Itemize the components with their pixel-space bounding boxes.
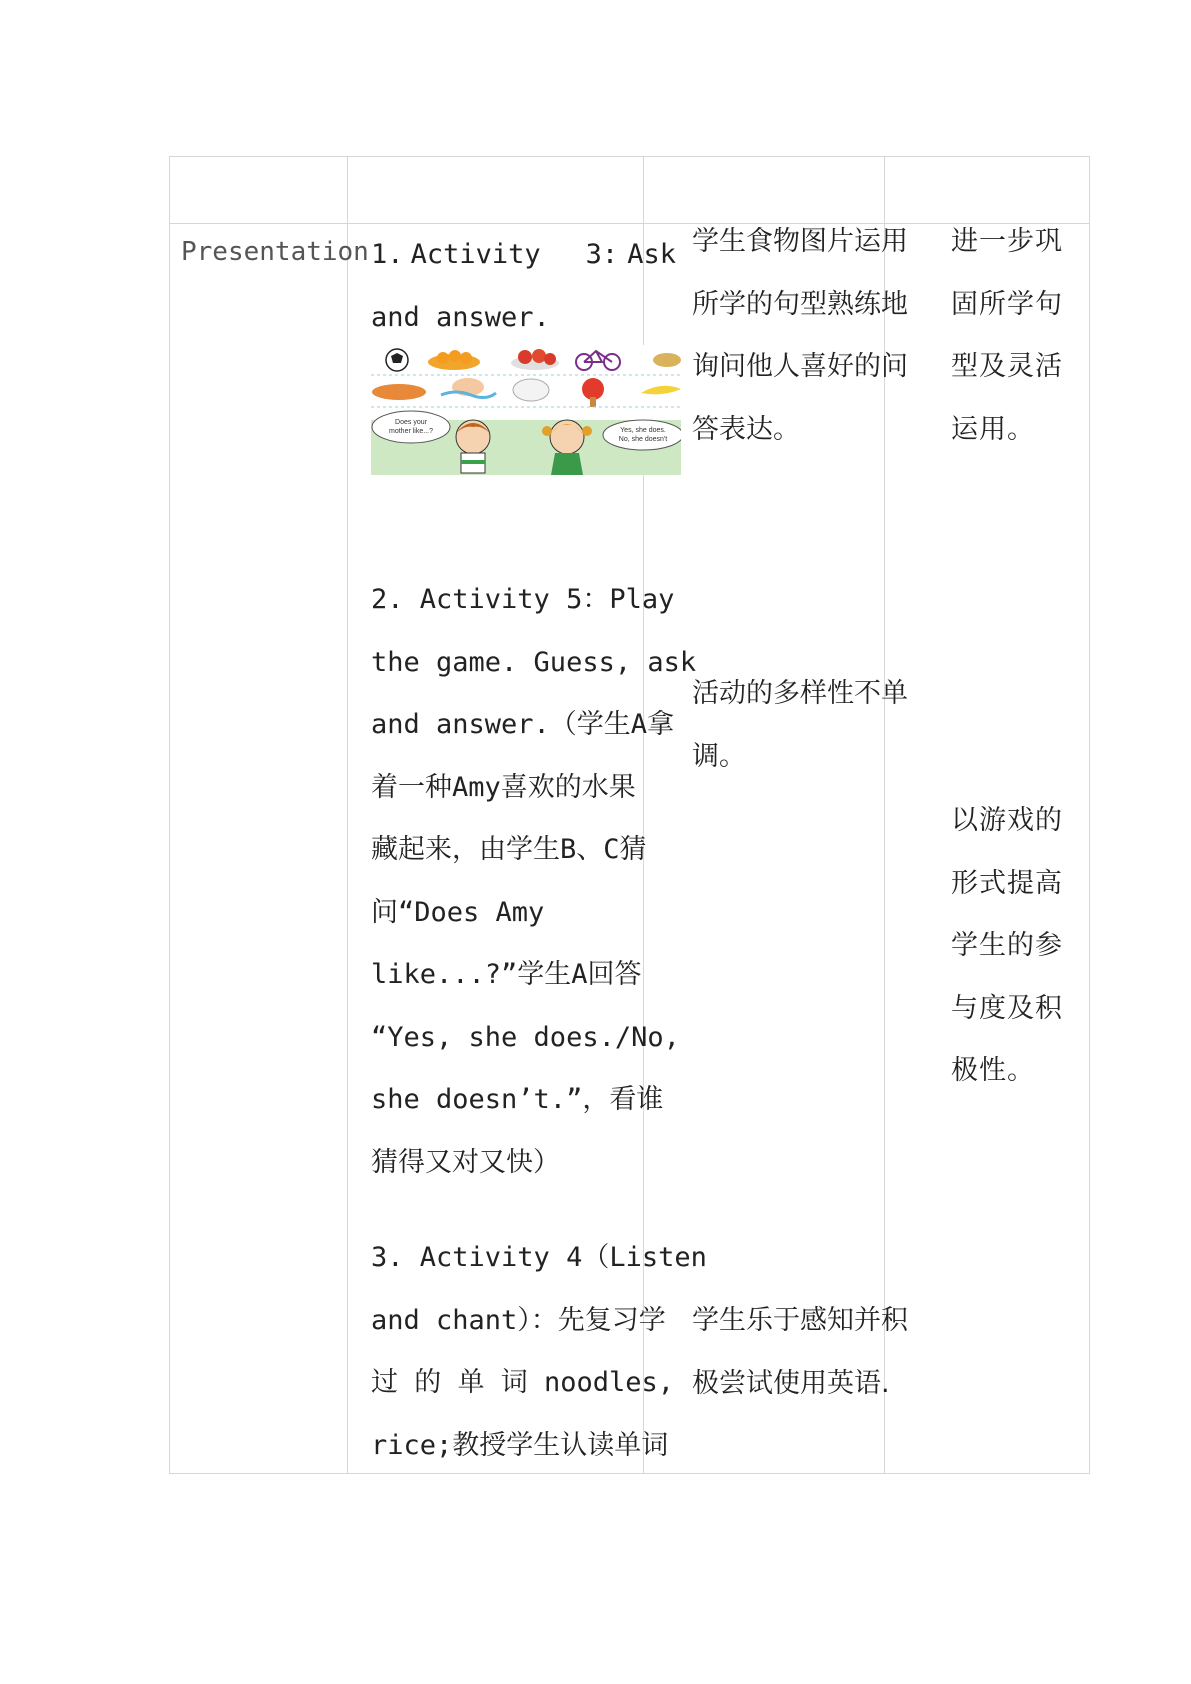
activity-2-text: 2. Activity 5：Play the game. Guess, ask and answer.（学生A拿 着一种Amy喜欢的水果 藏起来，由学生B、C猜 问“Does Amy like...?”学生A回答 “Yes, she does./No, she doesn’t.”，看谁 猜得又对又快） xyxy=(371,584,697,1178)
activity-2-goal: 以游戏的 形式提高 学生的参 与度及积 极性。 xyxy=(951,805,1063,1086)
speech-bubble-right xyxy=(603,420,681,450)
activity-2-aim: 活动的多样性不单 调。 xyxy=(692,678,908,772)
bubble-left-text-1: Does your xyxy=(395,419,427,426)
activity-1-aim: 学生食物图片运用 所学的句型熟练地 询问他人喜好的问 答表达。 xyxy=(692,226,908,445)
lesson-plan-table xyxy=(169,156,1090,1474)
bubble-right-text-1: Yes, she does. xyxy=(620,427,666,434)
activity-3-aim: 学生乐于感知并积 极尝试使用英语. xyxy=(692,1305,908,1399)
activity-1-line-1: 1. Activity 3: Ask xyxy=(371,239,676,270)
activity-3-text: 3. Activity 4（Listen and chant）：先复习学 过 的 单 词 noodles, rice;教授学生认读单词 xyxy=(371,1242,707,1461)
activity-1-line-2: and answer. xyxy=(371,301,550,333)
activity-1-text xyxy=(371,224,676,349)
boy-figure xyxy=(456,420,490,473)
noodles-plate-icon xyxy=(372,384,426,400)
activity-1-goal: 进一步巩 固所学句 型及灵活 运用。 xyxy=(951,226,1063,445)
activity-illustration xyxy=(371,345,681,475)
ping-pong-paddle-icon xyxy=(582,378,604,400)
column-divider xyxy=(347,157,348,1473)
speech-bubble-left xyxy=(372,411,450,443)
food-plate-icon xyxy=(653,353,681,367)
bubble-right-text-2: No, she doesn't xyxy=(618,436,668,443)
rice-bowl-icon xyxy=(513,379,549,401)
bubble-left-text-2: mother like...? xyxy=(389,428,433,435)
stage-label: Presentation xyxy=(181,237,369,267)
